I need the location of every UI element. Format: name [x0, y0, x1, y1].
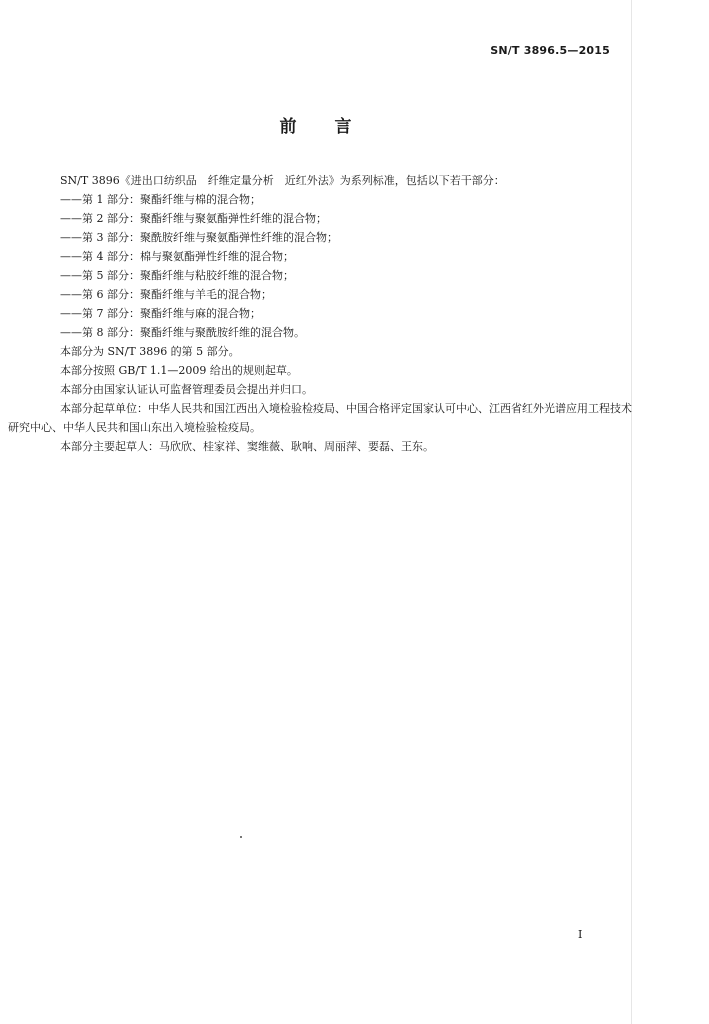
list-item: ——第 1 部分：聚酯纤维与棉的混合物；	[60, 193, 261, 206]
title-char-1: 前	[279, 117, 297, 137]
page-number: I	[578, 928, 583, 941]
list-item: ——第 6 部分：聚酯纤维与羊毛的混合物；	[60, 288, 272, 301]
list-item: ——第 5 部分：聚酯纤维与粘胶纤维的混合物；	[60, 269, 294, 282]
proposed-by-paragraph: 本部分由国家认证认可监督管理委员会提出并归口。	[60, 383, 313, 396]
drafters-paragraph: 本部分主要起草人：马欣欣、桂家祥、窦维薇、耿响、周丽萍、要磊、王东。	[60, 440, 434, 453]
page-title	[0, 112, 631, 137]
part-of-paragraph: 本部分为 SN/T 3896 的第 5 部分。	[60, 345, 240, 358]
parts-list	[8, 190, 632, 342]
drafting-rules-paragraph: 本部分按照 GB/T 1.1—2009 给出的规则起草。	[60, 364, 298, 377]
drafting-units-paragraph: 本部分起草单位：中华人民共和国江西出入境检验检疫局、中国合格评定国家认可中心、江西省红外光谱应用工程技术研究中心、中华人民共和国山东出入境检验检疫局。	[8, 402, 632, 434]
title-char-2: 言	[334, 117, 352, 137]
list-item: ——第 3 部分：聚酰胺纤维与聚氨酯弹性纤维的混合物；	[60, 231, 338, 244]
list-item: ——第 4 部分：棉与聚氨酯弹性纤维的混合物；	[60, 250, 294, 263]
page-edge-line	[631, 0, 632, 1024]
stray-mark	[240, 836, 242, 838]
list-item: ——第 2 部分：聚酯纤维与聚氨酯弹性纤维的混合物；	[60, 212, 327, 225]
standard-code-header: SN/T 3896.5—2015	[490, 44, 610, 57]
document-body	[8, 171, 632, 456]
list-item: ——第 7 部分：聚酯纤维与麻的混合物；	[60, 307, 261, 320]
list-item: ——第 8 部分：聚酯纤维与聚酰胺纤维的混合物。	[60, 326, 305, 339]
intro-paragraph: SN/T 3896《进出口纺织品 纤维定量分析 近红外法》为系列标准，包括以下若干部分：	[60, 174, 505, 187]
